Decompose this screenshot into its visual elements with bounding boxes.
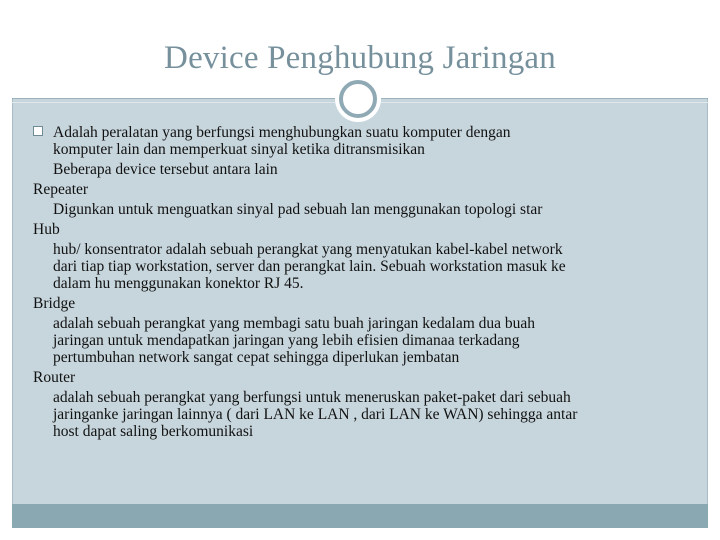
section-body <box>33 315 693 366</box>
intro-line-2: komputer lain dan memperkuat sinyal ketika ditransmisikan <box>53 141 425 158</box>
slide-title: Device Penghubung Jaringan <box>164 40 556 76</box>
section-heading: Hub <box>33 221 60 238</box>
slide-body <box>33 124 693 440</box>
footer-bar <box>12 504 708 528</box>
body-line: host dapat saling berkomunikasi <box>53 423 254 440</box>
body-line: pertumbuhan network sangat cepat sehingga diperlukan jembatan <box>53 349 460 366</box>
section-body <box>33 389 693 440</box>
section-heading: Repeater <box>33 181 89 198</box>
square-bullet-icon <box>33 126 43 136</box>
section-heading: Bridge <box>33 295 76 312</box>
body-line: jaringan untuk mendapatkan jaringan yang lebih efisien dimanaa terkadang <box>53 332 520 349</box>
body-line: Digunkan untuk menguatkan sinyal pad sebuah lan menggunakan topologi star <box>53 201 543 218</box>
section-body <box>33 201 693 218</box>
body-line: jaringanke jaringan lainnya ( dari LAN ke LAN , dari LAN ke WAN) sehingga antar <box>53 406 578 423</box>
body-line: dalam hu menggunakan konektor RJ 45. <box>53 275 304 292</box>
intro-line-3: Beberapa device tersebut antara lain <box>53 161 278 178</box>
body-line: adalah sebuah perangkat yang berfungsi untuk meneruskan paket-paket dari sebuah <box>53 389 571 406</box>
section-heading: Router <box>33 369 76 386</box>
body-line: dari tiap tiap workstation, server dan perangkat lain. Sebuah workstation masuk ke <box>53 258 566 275</box>
body-line: adalah sebuah perangkat yang membagi satu buah jaringan kedalam dua buah <box>53 315 536 332</box>
intro-line-1: Adalah peralatan yang berfungsi menghubungkan suatu komputer dengan <box>53 124 511 141</box>
intro-bullet <box>33 124 693 178</box>
circle-ornament-icon <box>339 80 377 118</box>
section-body <box>33 241 693 292</box>
body-line: hub/ konsentrator adalah sebuah perangkat yang menyatukan kabel-kabel network <box>53 241 563 258</box>
